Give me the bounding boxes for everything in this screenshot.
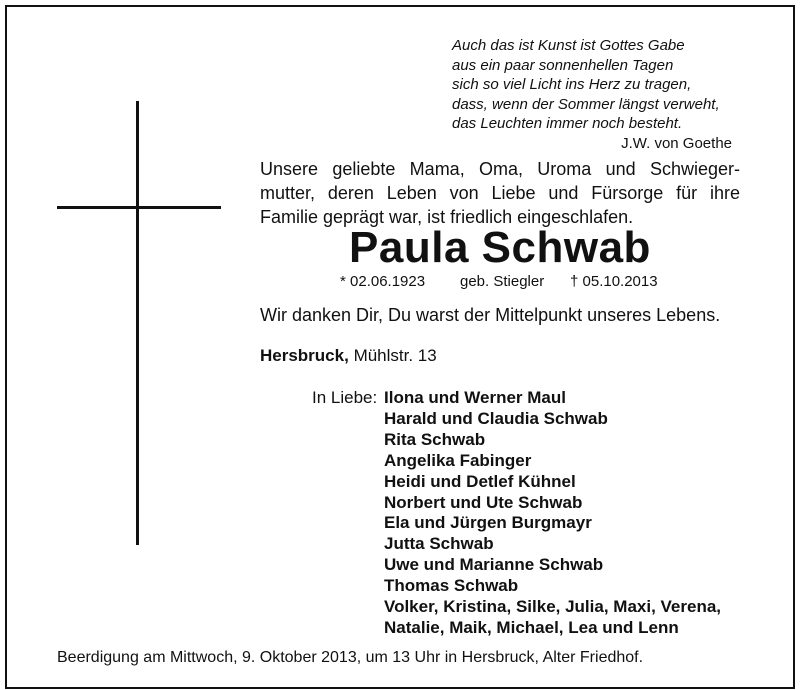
mourners-list	[384, 388, 721, 639]
mourner-entry: Natalie, Maik, Michael, Lea und Lenn	[384, 617, 679, 637]
intro-text	[260, 157, 740, 229]
funeral-info: Beerdigung am Mittwoch, 9. Oktober 2013, um 13 Uhr in Hersbruck, Alter Friedhof.	[57, 649, 644, 666]
mourner-entry: Jutta Schwab	[384, 534, 494, 554]
address-city: Hersbruck,	[260, 346, 349, 365]
mourner-entry: Rita Schwab	[384, 429, 486, 449]
poem-line: das Leuchten immer noch besteht.	[452, 115, 683, 132]
cross-icon-vertical	[136, 101, 139, 545]
mourner-entry: Harald und Claudia Schwab	[384, 408, 608, 428]
mourner-entry: Heidi und Detlef Kühnel	[384, 471, 576, 491]
intro-line: Unsere geliebte Mama, Oma, Uroma und Schwieger-	[260, 159, 740, 179]
mourner-entry: Uwe und Marianne Schwab	[384, 555, 604, 575]
poem-line: aus ein paar sonnenhellen Tagen	[452, 56, 674, 74]
address	[260, 345, 437, 367]
poem-line: dass, wenn der Sommer längst verweht,	[452, 95, 720, 113]
birth-date: * 02.06.1923	[340, 273, 426, 290]
death-date: † 05.10.2013	[570, 273, 658, 290]
poem-author: J.W. von Goethe	[621, 134, 732, 152]
poem-line: sich so viel Licht ins Herz zu tragen,	[452, 76, 692, 93]
mourner-entry: Volker, Kristina, Silke, Julia, Maxi, Verena,	[384, 597, 722, 617]
cross-icon-horizontal	[57, 206, 221, 209]
poem-line: Auch das ist Kunst ist Gottes Gabe	[452, 37, 685, 54]
mourner-entry: Thomas Schwab	[384, 576, 519, 596]
mourners-label: In Liebe:	[312, 388, 378, 407]
mourner-entry: Ela und Jürgen Burgmayr	[384, 513, 592, 533]
intro-line: Familie geprägt war, ist friedlich eingeschlafen.	[260, 207, 634, 227]
intro-line: mutter, deren Leben von Liebe und Fürsorge für ihre	[260, 183, 740, 203]
thanks-line: Wir danken Dir, Du warst der Mittelpunkt unseres Lebens.	[260, 305, 721, 325]
address-street: Mühlstr. 13	[353, 346, 437, 365]
maiden-name: geb. Stiegler	[460, 273, 545, 290]
goethe-poem	[452, 36, 772, 153]
mourner-entry: Angelika Fabinger	[384, 450, 532, 470]
deceased-name: Paula Schwab	[349, 223, 651, 272]
mourner-entry: Norbert und Ute Schwab	[384, 492, 583, 512]
mourner-entry: Ilona und Werner Maul	[384, 388, 566, 407]
